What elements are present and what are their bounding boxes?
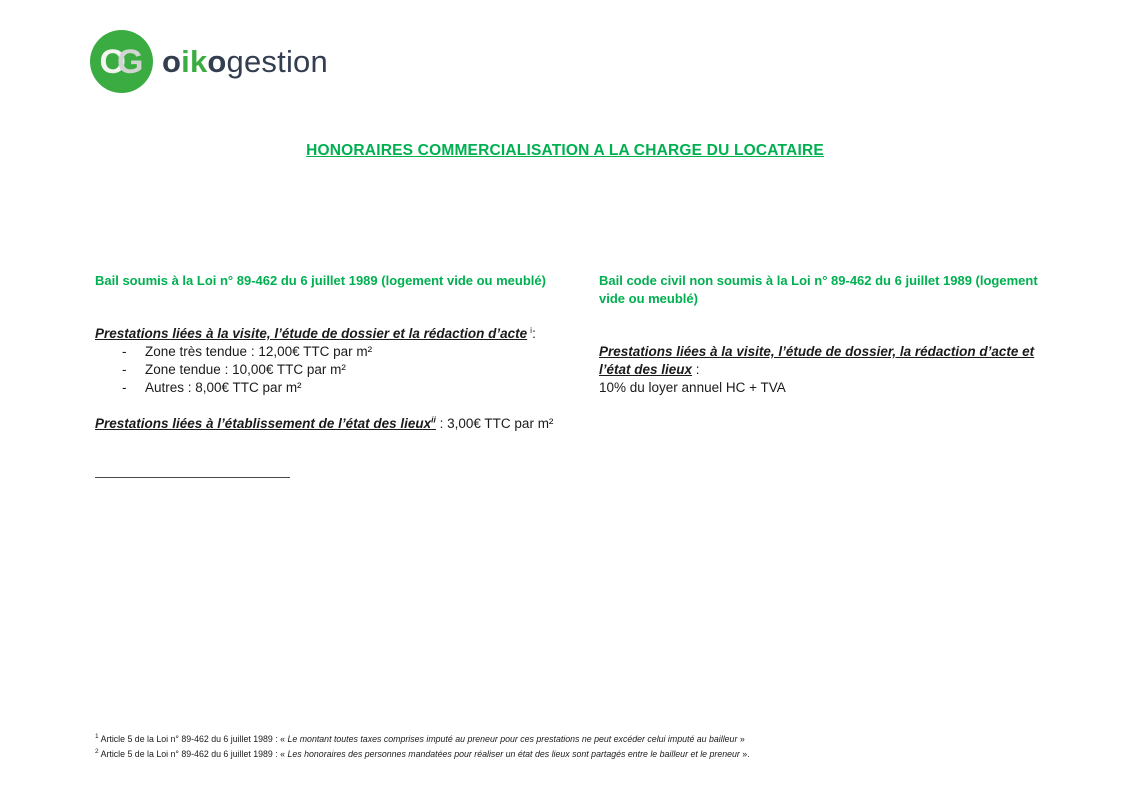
- list-item-text: Zone très tendue : 12,00€ TTC par m²: [145, 344, 373, 359]
- dash-bullet: -: [122, 362, 127, 377]
- footnote-1: [95, 732, 750, 747]
- brand-wordmark: [162, 46, 328, 77]
- section-code-civil-prestations: [599, 343, 1064, 397]
- section1-label: Prestations liées à la visite, l’étude de dossier et la rédaction d’acte: [95, 326, 528, 341]
- footnote-2-marker: 2: [95, 747, 99, 755]
- footnote-2: [95, 747, 750, 762]
- column-bail-code-civil: [599, 272, 1064, 397]
- logo-monogram-g: G: [117, 42, 135, 81]
- list-item-autres: [95, 379, 565, 397]
- section1-colon: :: [532, 326, 536, 341]
- logo-monogram: [99, 42, 144, 81]
- footnote-1-quote: Le montant toutes taxes comprises imputé au preneur pour ces prestations ne peut excéder celui imputé au bailleur: [287, 734, 738, 744]
- list-item-zone-tres-tendue: [95, 343, 565, 361]
- fee-zone-list: [95, 343, 565, 397]
- list-item-text: Autres : 8,00€ TTC par m²: [145, 380, 302, 395]
- endnote-marker-ii: ii: [431, 414, 436, 425]
- right-section-label: Prestations liées à la visite, l’étude de dossier, la rédaction d’acte et l’état des lieux: [599, 344, 1035, 377]
- footnote-2-suffix: ».: [739, 748, 750, 759]
- section2-label: [95, 416, 436, 431]
- right-column-heading: Bail code civil non soumis à la Loi n° 89-462 du 6 juillet 1989 (logement vide ou meublé): [599, 273, 1038, 306]
- logo-circle-icon: [90, 30, 153, 93]
- section-etat-des-lieux: [95, 415, 565, 433]
- wordmark-ik: ik: [181, 44, 208, 79]
- footnote-2-prefix: Article 5 de la Loi n° 89-462 du 6 juillet 1989 : «: [98, 748, 288, 759]
- footnote-1-prefix: Article 5 de la Loi n° 89-462 du 6 juillet 1989 : «: [98, 734, 288, 744]
- right-section-colon: :: [692, 362, 700, 377]
- brand-logo: [90, 30, 328, 93]
- column-bail-loi-1989: [95, 272, 565, 433]
- footnote-1-marker: 1: [95, 733, 99, 741]
- footnotes: [95, 732, 750, 761]
- list-item-zone-tendue: [95, 361, 565, 379]
- dash-bullet: -: [122, 344, 127, 359]
- footnote-1-suffix: »: [737, 734, 745, 744]
- endnote-separator-rule: [95, 477, 290, 478]
- right-section-value: 10% du loyer annuel HC + TVA: [599, 380, 786, 395]
- section-visite-dossier-acte: [95, 325, 565, 343]
- footnote-2-quote: Les honoraires des personnes mandatées pour réaliser un état des lieux sont partagés entre le bailleur et le preneur: [287, 748, 740, 759]
- dash-bullet: -: [122, 380, 127, 395]
- page-title: [0, 142, 1130, 160]
- logo-monogram-o: O: [99, 42, 117, 81]
- endnote-marker-i: i: [530, 324, 533, 335]
- page-title-text: HONORAIRES COMMERCIALISATION A LA CHARGE DU LOCATAIRE: [306, 142, 824, 159]
- section2-value: : 3,00€ TTC par m²: [435, 416, 554, 431]
- left-column-heading: Bail soumis à la Loi n° 89-462 du 6 juillet 1989 (logement vide ou meublé): [95, 273, 546, 288]
- wordmark-o2: o: [207, 44, 227, 79]
- wordmark-gestion: gestion: [226, 44, 328, 79]
- wordmark-o1: o: [162, 44, 182, 79]
- list-item-text: Zone tendue : 10,00€ TTC par m²: [145, 362, 346, 377]
- section2-label-text: Prestations liées à l’établissement de l’état des lieux: [95, 416, 432, 431]
